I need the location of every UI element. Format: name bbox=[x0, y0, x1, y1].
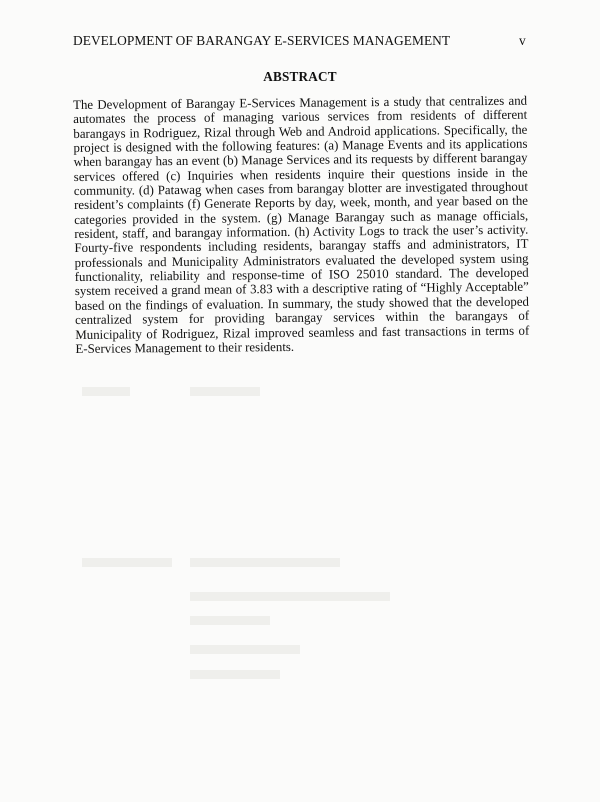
abstract-heading: ABSTRACT bbox=[263, 69, 337, 84]
bleed-through-mark bbox=[190, 592, 390, 601]
bleed-through-mark bbox=[190, 670, 280, 679]
bleed-through-mark bbox=[190, 387, 260, 396]
page-number: v bbox=[519, 33, 526, 48]
bleed-through-mark bbox=[82, 558, 172, 567]
bleed-through-mark bbox=[190, 616, 270, 625]
running-header-title: DEVELOPMENT OF BARANGAY E-SERVICES MANAGEMENT bbox=[73, 33, 451, 48]
bleed-through-mark bbox=[82, 387, 130, 396]
bleed-through-mark bbox=[190, 558, 340, 567]
abstract-paragraph: The Development of Barangay E-Services Management is a study that centralizes and automates the process of managing various services from residents of different barangays in Rodriguez, Rizal through Web and Android applications. Specifically, the project is designed with the following features: (a) Manage Events and its applications when barangay has an event (b) Manage Services and its requests by different barangay services offered (c) Inquiries when residents inquire their questions inside in the community. (d) Patawag when cases from barangay blotter are investigated throughout resident’s complaints (f) Generate Reports by day, week, month, and year based on the categories provided in the system. (g) Manage Barangay such as manage officials, resident, staff, and barangay information. (h) Activity Logs to track the user’s activity. Fourty-five respondents including residents, barangay staffs and administrators, IT professionals and Municipality Administrators evaluated the developed system using functionality, reliability and response-time of ISO 25010 standard. The developed system received a grand mean of 3.83 with a descriptive rating of “Highly Acceptable” based on the findings of evaluation. In summary, the study showed that the developed centralized system for providing barangay services within the barangays of Municipality of Rodriguez, Rizal improved seamless and fast transactions in terms of E-Services Management to their residents. bbox=[73, 93, 530, 356]
bleed-through-mark bbox=[190, 645, 300, 654]
